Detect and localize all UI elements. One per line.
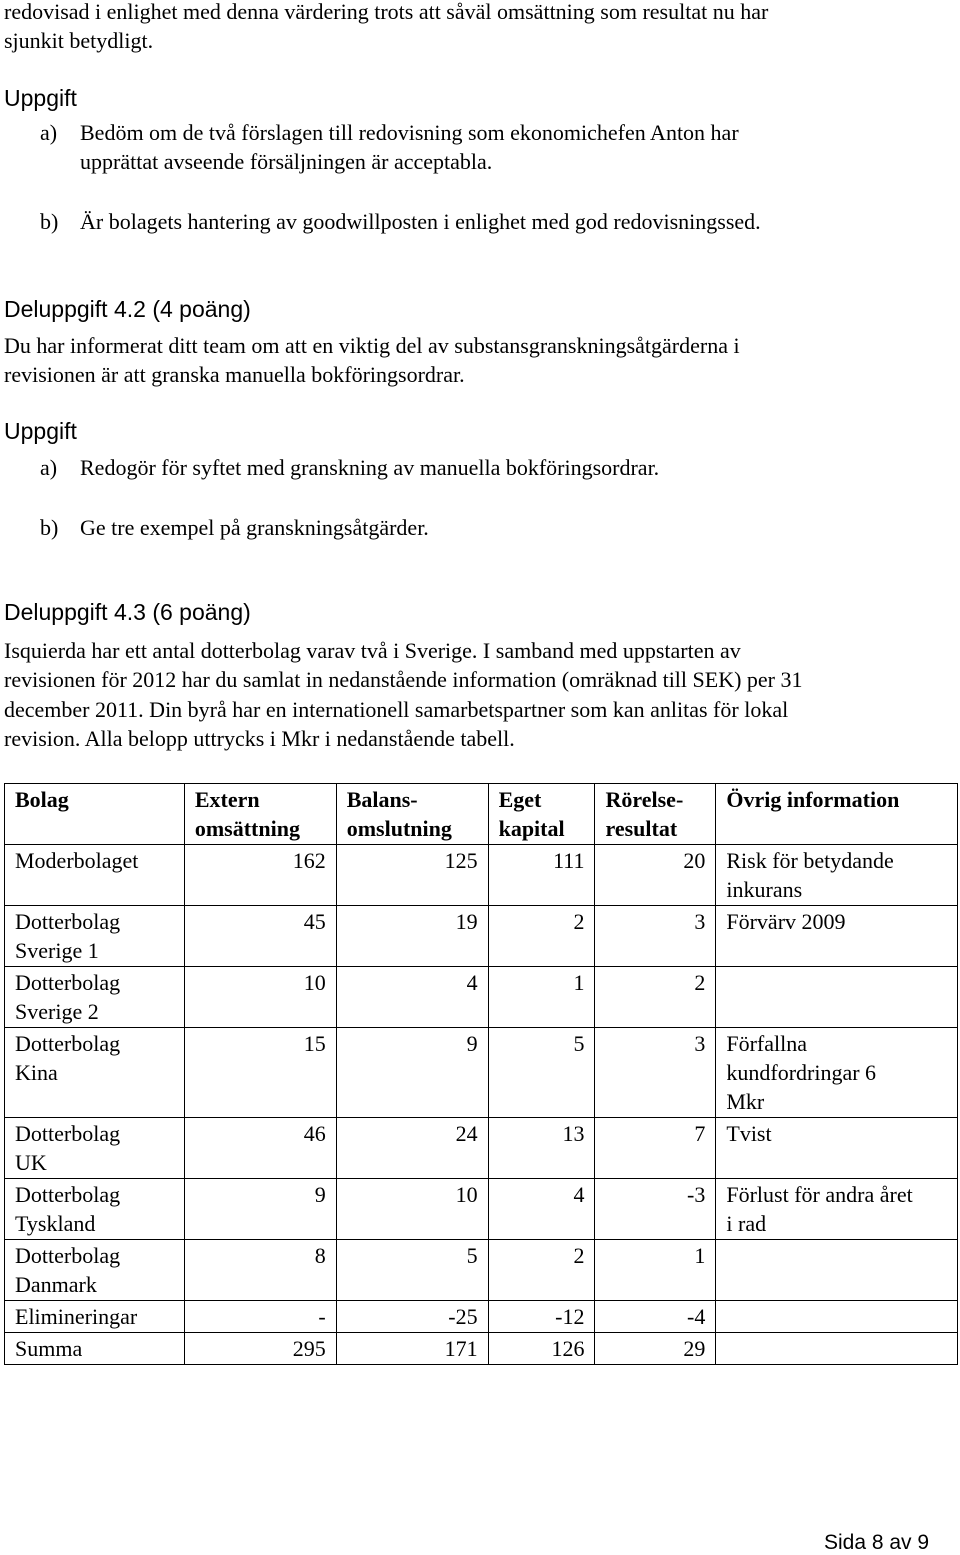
section-4-3-line-4: revision. Alla belopp uttrycks i Mkr i nedanstående tabell.	[4, 726, 515, 751]
cell-info	[716, 845, 958, 906]
cell-info	[716, 906, 958, 967]
item-text: Bedöm om de två förslagen till redovisning som ekonomichefen Anton har	[80, 120, 739, 145]
cell-company-line: Dotterbolag	[15, 970, 121, 995]
table-row	[5, 1179, 958, 1240]
cell-company	[5, 1301, 185, 1333]
header-text: resultat	[605, 816, 678, 841]
cell-revenue: 162	[184, 845, 336, 906]
cell-equity: -12	[488, 1301, 595, 1333]
header-company	[5, 784, 185, 845]
cell-company	[5, 1179, 185, 1240]
cell-company-line: Sverige 1	[15, 938, 99, 963]
cell-company	[5, 906, 185, 967]
cell-result: 3	[595, 1028, 716, 1118]
intro-line-1: redovisad i enlighet med denna värdering trots att såväl omsättning som resultat nu har	[4, 0, 769, 24]
cell-revenue: 8	[184, 1240, 336, 1301]
cell-company-line: UK	[15, 1150, 47, 1175]
cell-company	[5, 1240, 185, 1301]
cell-result: 2	[595, 967, 716, 1028]
cell-revenue: 45	[184, 906, 336, 967]
cell-equity: 5	[488, 1028, 595, 1118]
cell-company-line: Kina	[15, 1060, 58, 1085]
cell-equity: 126	[488, 1333, 595, 1365]
header-assets	[336, 784, 488, 845]
table-row	[5, 1240, 958, 1301]
section-heading-4-3: Deluppgift 4.3 (6 poäng)	[4, 599, 251, 625]
table-row	[5, 845, 958, 906]
section-4-3-line-3: december 2011. Din byrå har en internationell samarbetspartner som kan anlitas för lokal	[4, 697, 789, 722]
cell-company	[5, 1333, 185, 1365]
cell-info-line: Mkr	[726, 1089, 765, 1114]
cell-assets: -25	[336, 1301, 488, 1333]
table-header-row	[5, 784, 958, 845]
cell-assets: 9	[336, 1028, 488, 1118]
intro-line-2: sjunkit betydligt.	[4, 28, 154, 53]
cell-result: -3	[595, 1179, 716, 1240]
cell-company-line: Dotterbolag	[15, 909, 121, 934]
cell-company-line: Moderbolaget	[15, 848, 139, 873]
section-4-3-line-1: Isquierda har ett antal dotterbolag varav två i Sverige. I samband med uppstarten av	[4, 638, 741, 663]
cell-revenue: 46	[184, 1118, 336, 1179]
header-text: Övrig information	[726, 787, 900, 812]
header-text: Bolag	[15, 787, 69, 812]
page-number: Sida 8 av 9	[824, 1531, 930, 1554]
item-text-continued: upprättat avseende försäljningen är acceptabla.	[80, 149, 493, 174]
cell-company-line: Sverige 2	[15, 999, 99, 1024]
cell-company-line: Danmark	[15, 1272, 97, 1297]
cell-assets: 4	[336, 967, 488, 1028]
table-row	[5, 967, 958, 1028]
cell-info	[716, 1301, 958, 1333]
item-label: b)	[40, 515, 59, 540]
cell-company-line: Summa	[15, 1336, 83, 1361]
company-table	[4, 783, 958, 1365]
cell-company-line: Elimineringar	[15, 1304, 138, 1329]
header-text: Rörelse-	[605, 787, 684, 812]
cell-info	[716, 1118, 958, 1179]
table-row	[5, 1028, 958, 1118]
header-text: kapital	[498, 816, 565, 841]
cell-company	[5, 967, 185, 1028]
cell-info-line: i rad	[726, 1211, 767, 1236]
cell-result: 20	[595, 845, 716, 906]
cell-company	[5, 1028, 185, 1118]
cell-result: 1	[595, 1240, 716, 1301]
item-text: Redogör för syftet med granskning av manuella bokföringsordrar.	[80, 455, 660, 480]
cell-company	[5, 1118, 185, 1179]
table-row	[5, 1333, 958, 1365]
cell-company	[5, 845, 185, 906]
cell-assets: 5	[336, 1240, 488, 1301]
header-result	[595, 784, 716, 845]
cell-revenue: 15	[184, 1028, 336, 1118]
cell-info-line: Risk för betydande	[726, 848, 894, 873]
header-info	[716, 784, 958, 845]
header-equity	[488, 784, 595, 845]
cell-result: 3	[595, 906, 716, 967]
cell-info-line: Förfallna	[726, 1031, 808, 1056]
cell-revenue: -	[184, 1301, 336, 1333]
cell-equity: 4	[488, 1179, 595, 1240]
header-revenue	[184, 784, 336, 845]
cell-revenue: 9	[184, 1179, 336, 1240]
cell-result: -4	[595, 1301, 716, 1333]
item-label: a)	[40, 455, 58, 480]
section-4-2-line-1: Du har informerat ditt team om att en viktig del av substansgranskningsåtgärderna i	[4, 333, 740, 358]
table-row	[5, 1118, 958, 1179]
cell-info	[716, 1240, 958, 1301]
cell-info-line: Förvärv 2009	[726, 909, 846, 934]
cell-equity: 1	[488, 967, 595, 1028]
cell-revenue: 295	[184, 1333, 336, 1365]
item-text: Ge tre exempel på granskningsåtgärder.	[80, 515, 429, 540]
task-heading: Uppgift	[4, 85, 77, 111]
header-text: omslutning	[346, 816, 452, 841]
cell-company-line: Dotterbolag	[15, 1243, 121, 1268]
section-heading-4-2: Deluppgift 4.2 (4 poäng)	[4, 296, 251, 322]
table-row	[5, 1301, 958, 1333]
item-text: Är bolagets hantering av goodwillposten i enlighet med god redovisningssed.	[80, 209, 761, 234]
cell-equity: 2	[488, 906, 595, 967]
cell-company-line: Dotterbolag	[15, 1031, 121, 1056]
cell-info	[716, 1333, 958, 1365]
item-label: a)	[40, 120, 58, 145]
cell-info	[716, 1179, 958, 1240]
cell-equity: 2	[488, 1240, 595, 1301]
header-text: omsättning	[194, 816, 300, 841]
item-label: b)	[40, 209, 59, 234]
header-text: Balans-	[346, 787, 418, 812]
table-row	[5, 906, 958, 967]
section-4-2-line-2: revisionen är att granska manuella bokföringsordrar.	[4, 362, 465, 387]
cell-info-line: inkurans	[726, 877, 803, 902]
section-4-3-line-2: revisionen för 2012 har du samlat in nedanstående information (omräknad till SEK) per 31	[4, 667, 803, 692]
cell-assets: 19	[336, 906, 488, 967]
cell-info-line: Tvist	[726, 1121, 772, 1146]
cell-equity: 111	[488, 845, 595, 906]
header-text: Extern	[194, 787, 260, 812]
cell-result: 7	[595, 1118, 716, 1179]
cell-company-line: Dotterbolag	[15, 1182, 121, 1207]
cell-assets: 171	[336, 1333, 488, 1365]
header-text: Eget	[498, 787, 542, 812]
cell-revenue: 10	[184, 967, 336, 1028]
task-heading: Uppgift	[4, 418, 77, 444]
cell-info-line: Förlust för andra året	[726, 1182, 913, 1207]
cell-company-line: Dotterbolag	[15, 1121, 121, 1146]
cell-assets: 125	[336, 845, 488, 906]
cell-assets: 24	[336, 1118, 488, 1179]
cell-result: 29	[595, 1333, 716, 1365]
cell-info-line: kundfordringar 6	[726, 1060, 877, 1085]
cell-assets: 10	[336, 1179, 488, 1240]
cell-equity: 13	[488, 1118, 595, 1179]
cell-company-line: Tyskland	[15, 1211, 96, 1236]
cell-info	[716, 1028, 958, 1118]
cell-info	[716, 967, 958, 1028]
